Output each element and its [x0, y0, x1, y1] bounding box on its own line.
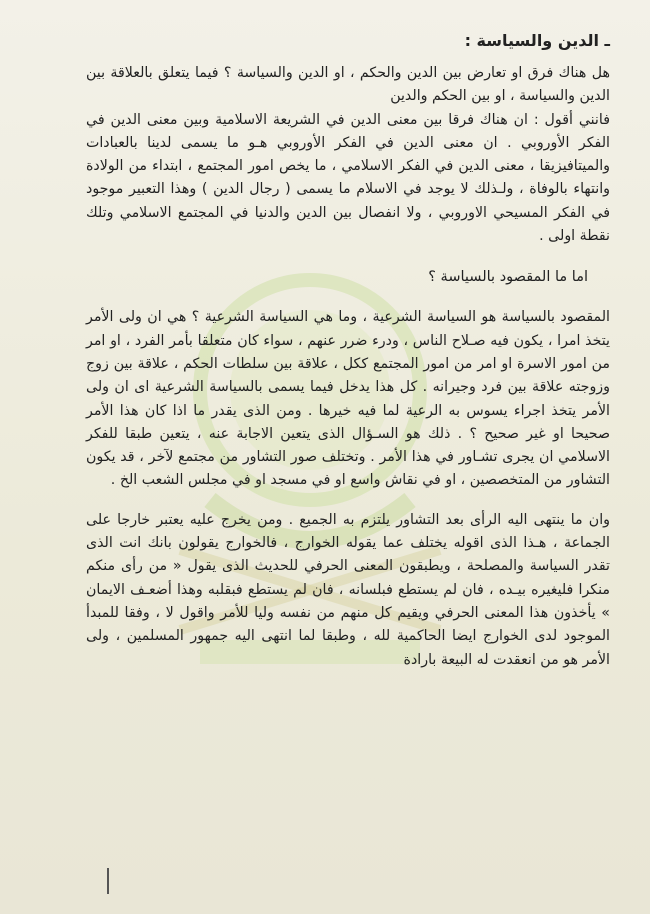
subheading: اما ما المقصود بالسياسة ؟ [428, 269, 588, 286]
document-body [86, 30, 610, 894]
paragraph-4: وان ما ينتهى اليه الرأى بعد التشاور يلتزم به الجميع . ومن يخرج عليه يعتبر خارجا على الجماعة ، هـذا الذى اقوله يختلف عما يقوله الخوارج ، فالخوارج يقولون بانك انت الذى تقدر السياسة والمصلحة ، ويطبقون المعنى الحرفي للحديث الذى يقول « من رأى منكم منكرا فليغيره بيـده ، فان لم يستطع فبلسانه ، فان لم يستطع فبقلبه وهذا أضعـف الايمان » يأخذون هذا المعنى الحرفي ويقيم كل منهم من نفسه وليا للأمر واقول لا ، وفقا للمبدأ الموجود لدى الخوارج ايضا الحاكمية لله ، وطبقا لما انتهى اليه جمهور المسلمين ، ولى الأمر هو من انعقدت له البيعة بارادة [86, 511, 610, 668]
section-title: ـ الدين والسياسة : [464, 31, 610, 50]
paragraph-3: المقصود بالسياسة هو السياسة الشرعية ، وما هي السياسة الشرعية ؟ هي ان ولى الأمر يتخذ امرا ، يكون فيه صـلاح الناس ، ودرء ضرر عنهم ، سواء كان متعلقا بأمر الفرد ، او امر من امور الاسرة او امر من امور المجتمع ككل ، علاقة بين سلطات الحكم ، علاقة بين زوج وزوجته علاقة بين فرد وجيرانه . كل هذا يدخل فيما يسمى بالسياسة الشرعية اى ان ولى الأمر يتخذ اجراء يسوس به الرعية لما فيه خيرها . ومن الذى يقدر ما اذا كان هذا الأمر صحيحا او غير صحيح ؟ . ذلك هو السـؤال الذى يتعين الاجابة عنه ، يتعين طبقا للفكر الاسلامي ان يجرى تشـاور في هذا الأمر . وتختلف صور التشاور من مجتمع لآخر ، قد يكون التشاور من المتخصصين ، او في نقاش واسع او في مسجد او في مجلس الشعب الخ . [86, 309, 610, 489]
paragraph-2: فانني أقول : ان هناك فرقا بين معنى الدين في الشريعة الاسلامية وبين معنى الدين في الفكر الأوروبي . ان معنى الدين في الفكر الأوروبي هـو ما يسمى لدينا بالعبادات والميتافيزيقا ، معنى الدين في الفكر الاسلامي ، ما يخص امور المجتمع ، ابتداء من الولادة وانتهاء بالوفاة ، ولـذلك لا يوجد في الاسلام ما يسمى ( رجال الدين ) وهذا التعبير موجود في الفكر المسيحي الاوروبي ، ولا انفصال بين الدين والدنيا في المجتمع الاسلامي وتلك نقطة اولى . [86, 111, 610, 245]
paragraph-1: هل هناك فرق او تعارض بين الدين والحكم ، او الدين والسياسة ؟ فيما يتعلق بالعلاقة بين الدين والسياسة ، او بين الحكم والدين [86, 65, 610, 105]
margin-mark [107, 868, 109, 894]
